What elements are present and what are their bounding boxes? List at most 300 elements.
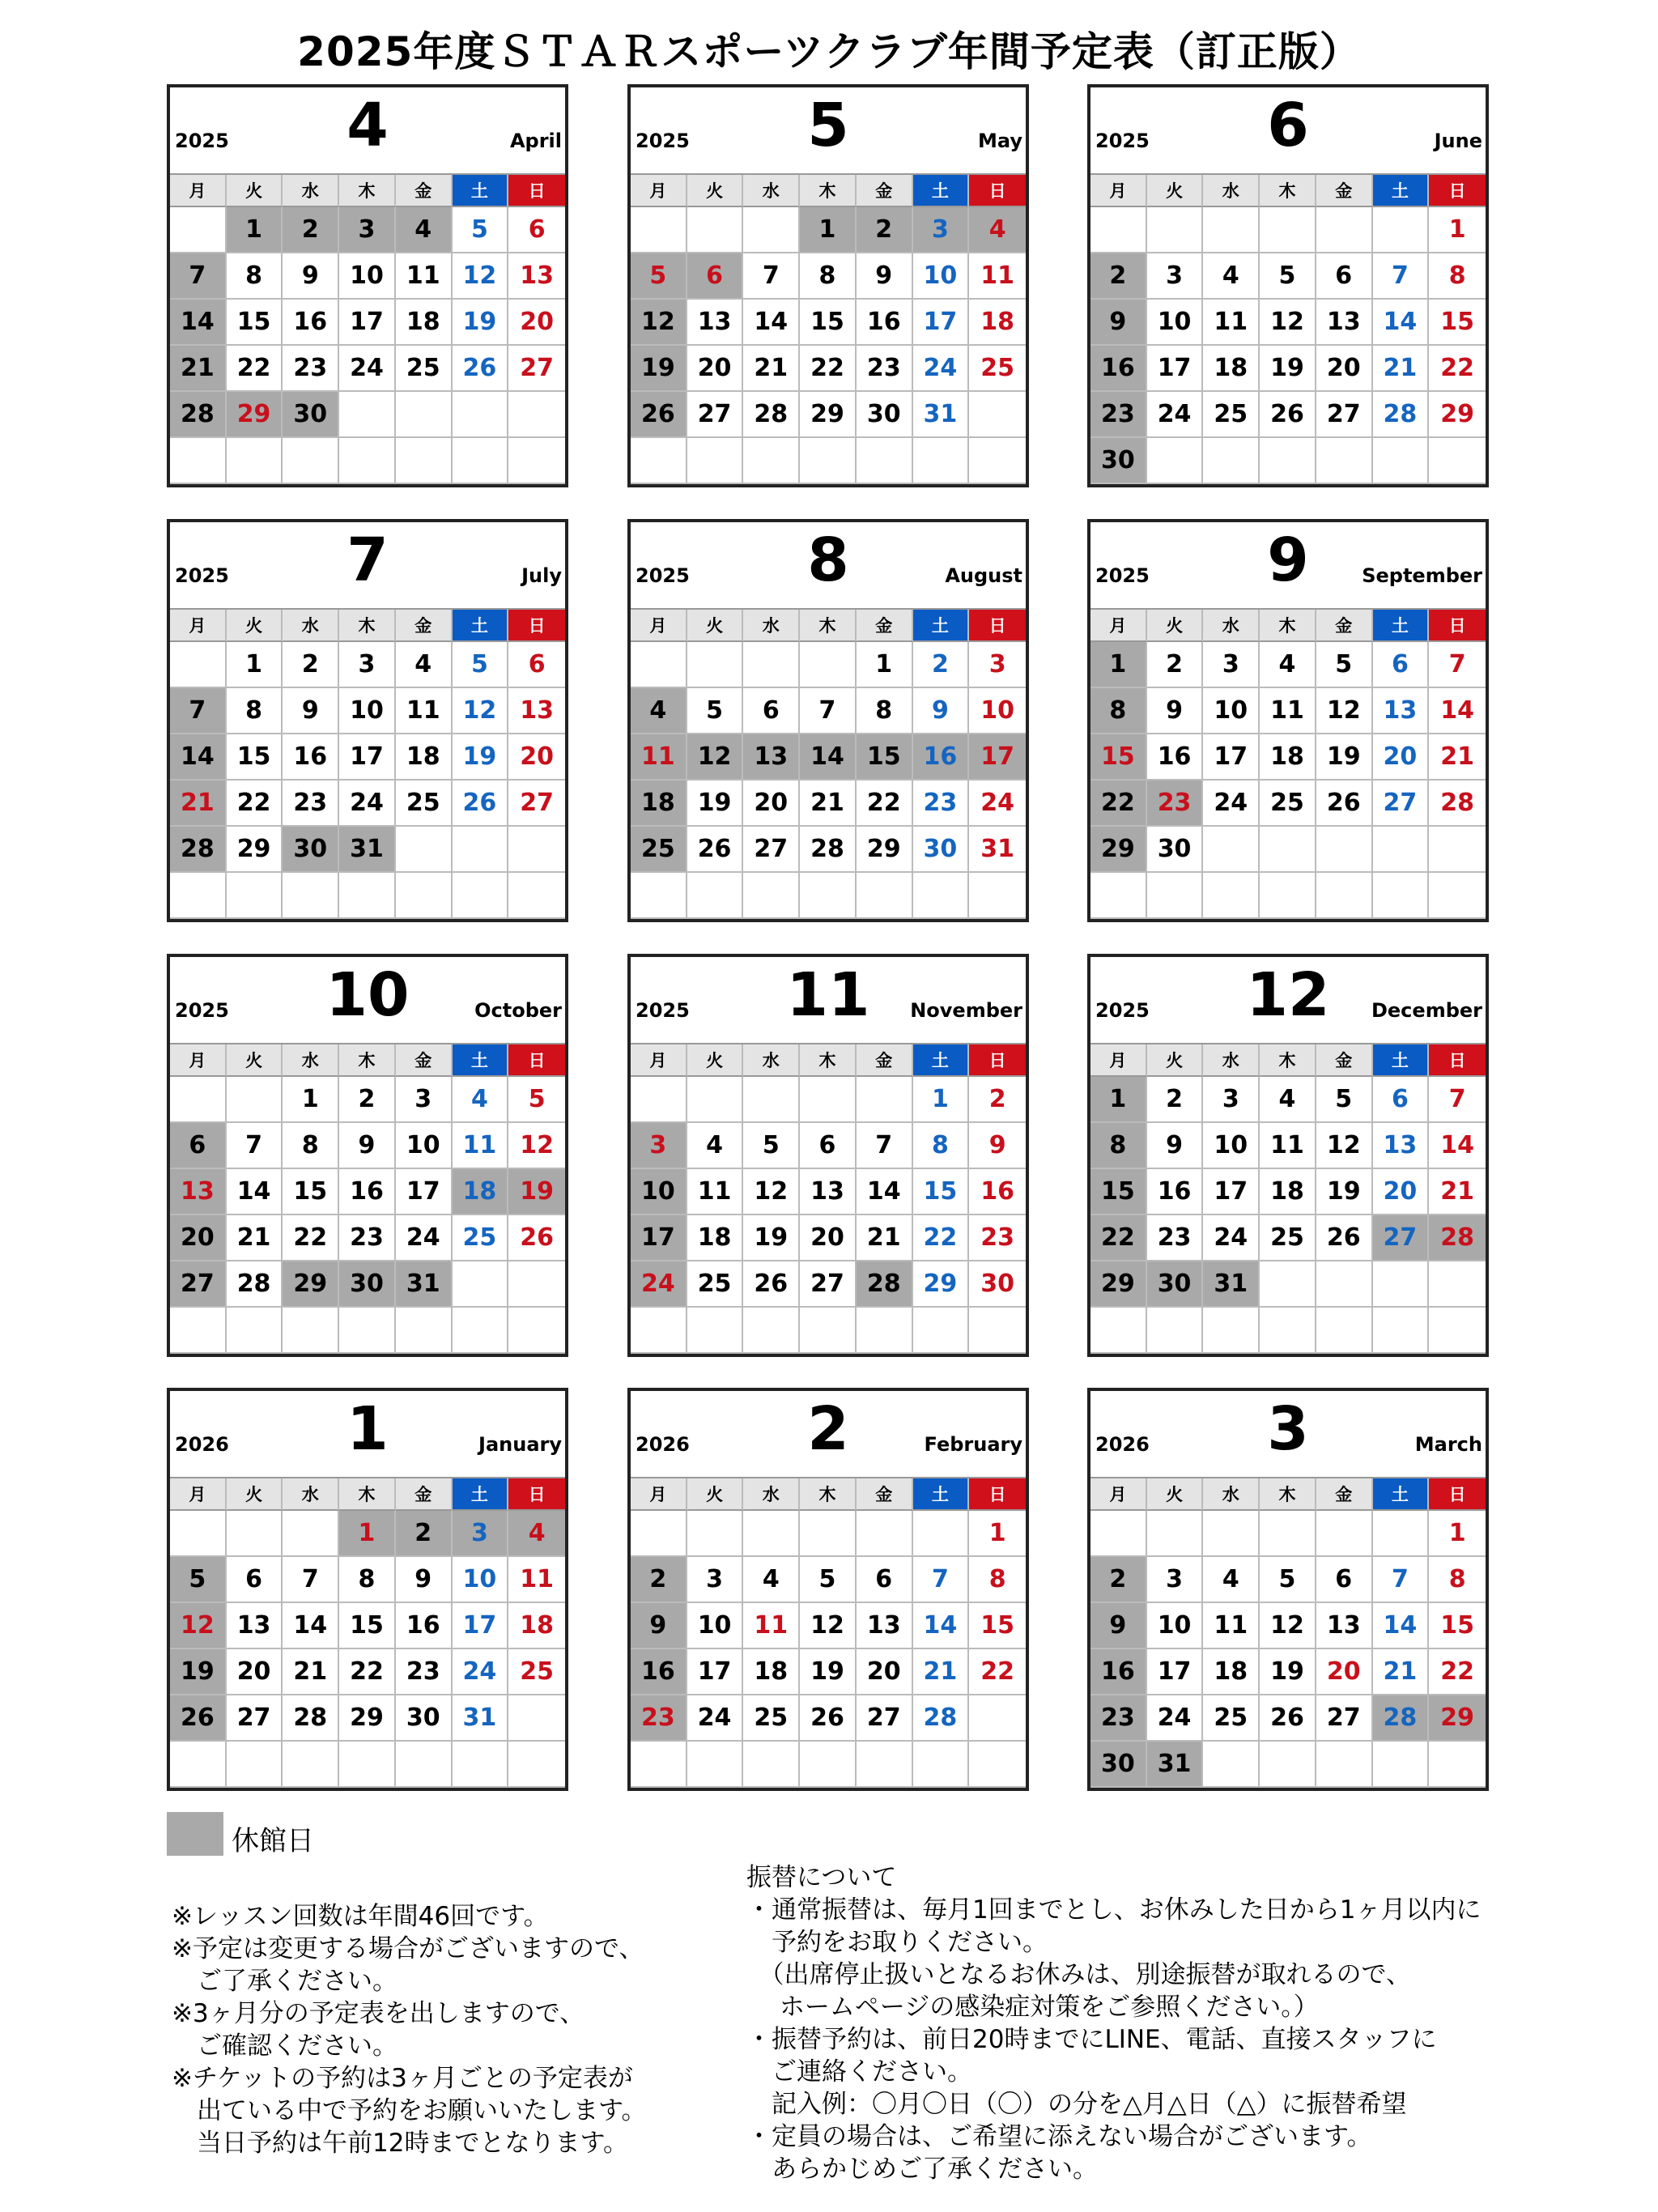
- day-cell: 18: [969, 300, 1026, 346]
- weekday-header: 木: [1260, 1044, 1316, 1077]
- day-cell: 12: [453, 253, 509, 300]
- weekday-header: 金: [857, 1478, 913, 1511]
- day-cell-closed: 15: [1090, 734, 1147, 781]
- month-april: [167, 84, 568, 487]
- weekday-header: 火: [227, 1478, 283, 1511]
- day-cell: 19: [453, 734, 509, 781]
- day-cell-closed: 22: [1090, 1215, 1147, 1261]
- day-cell-closed: 15: [1090, 1169, 1147, 1215]
- month-january: [167, 1388, 568, 1791]
- day-cell: 16: [339, 1169, 396, 1215]
- month-number: 8: [807, 525, 849, 595]
- month-header: [170, 522, 565, 608]
- day-cell: 5: [743, 1123, 800, 1169]
- day-cell: 15: [339, 1603, 396, 1649]
- day-cell: 26: [687, 827, 744, 873]
- day-cell-closed: 19: [508, 1169, 565, 1215]
- day-cell-closed: 2: [631, 1557, 687, 1603]
- day-cell: 23: [283, 346, 339, 392]
- day-cell: 19: [453, 300, 509, 346]
- day-cell-closed: 28: [170, 392, 227, 438]
- empty-cell: [687, 873, 744, 919]
- day-cell-closed: 4: [631, 688, 687, 734]
- empty-cell: [339, 1308, 396, 1354]
- empty-cell: [1316, 873, 1373, 919]
- empty-cell: [743, 1308, 800, 1354]
- empty-cell: [687, 1077, 744, 1123]
- empty-cell: [1260, 827, 1316, 873]
- day-cell: 21: [227, 1215, 283, 1261]
- day-cell: 11: [969, 253, 1026, 300]
- weekday-header: 金: [396, 1044, 453, 1077]
- month-grid: [170, 608, 565, 919]
- day-cell: 19: [800, 1649, 857, 1695]
- day-cell-closed: 30: [339, 1261, 396, 1308]
- day-cell: 30: [857, 392, 913, 438]
- empty-cell: [969, 392, 1026, 438]
- day-cell: 12: [1316, 1123, 1373, 1169]
- note-line: ご了承ください。: [172, 1967, 397, 1996]
- weekday-header: 土: [1373, 175, 1430, 207]
- day-cell-closed: 16: [1090, 346, 1147, 392]
- day-cell: 14: [227, 1169, 283, 1215]
- day-cell: 22: [283, 1215, 339, 1261]
- day-cell: 9: [339, 1123, 396, 1169]
- day-cell: 26: [1260, 1695, 1316, 1742]
- empty-cell: [1316, 1261, 1373, 1308]
- note-line: 記入例：〇月〇日（〇）の分を△月△日（△）に振替希望: [746, 2090, 1407, 2119]
- month-year: 2025: [1095, 564, 1150, 587]
- empty-cell: [508, 392, 565, 438]
- empty-cell: [1203, 207, 1260, 253]
- day-cell-closed: 30: [283, 392, 339, 438]
- day-cell-closed: 4: [508, 1511, 565, 1557]
- empty-cell: [396, 873, 453, 919]
- day-cell: 26: [1316, 781, 1373, 827]
- day-cell-closed: 15: [857, 734, 913, 781]
- empty-cell: [1203, 1308, 1260, 1354]
- day-cell: 28: [913, 1695, 970, 1742]
- day-cell-closed: 28: [857, 1261, 913, 1308]
- day-cell: 15: [227, 734, 283, 781]
- day-cell: 6: [1316, 1557, 1373, 1603]
- day-cell: 21: [1429, 1169, 1486, 1215]
- day-cell: 13: [508, 688, 565, 734]
- empty-cell: [969, 873, 1026, 919]
- empty-cell: [396, 1742, 453, 1788]
- day-cell: 11: [396, 253, 453, 300]
- day-cell: 3: [396, 1077, 453, 1123]
- empty-cell: [969, 1695, 1026, 1742]
- day-cell: 24: [1147, 392, 1204, 438]
- empty-cell: [1260, 1261, 1316, 1308]
- day-cell: 23: [1147, 1215, 1204, 1261]
- day-cell-closed: 24: [631, 1261, 687, 1308]
- day-cell: 21: [1429, 734, 1486, 781]
- day-cell: 16: [283, 300, 339, 346]
- day-cell: 29: [227, 827, 283, 873]
- day-cell: 25: [743, 1695, 800, 1742]
- weekday-header: 土: [1373, 1044, 1430, 1077]
- day-cell-closed: 29: [283, 1261, 339, 1308]
- note-line: ※予定は変更する場合がございますので、: [172, 1934, 644, 1963]
- day-cell-closed: 23: [631, 1695, 687, 1742]
- empty-cell: [1203, 1511, 1260, 1557]
- day-cell: 9: [857, 253, 913, 300]
- day-cell: 10: [1203, 688, 1260, 734]
- day-cell: 1: [283, 1077, 339, 1123]
- day-cell: 20: [800, 1215, 857, 1261]
- month-year: 2025: [175, 130, 229, 152]
- weekday-header: 日: [508, 1478, 565, 1511]
- day-cell: 1: [1429, 1511, 1486, 1557]
- weekday-header: 土: [913, 1478, 970, 1511]
- empty-cell: [170, 873, 227, 919]
- empty-cell: [283, 873, 339, 919]
- day-cell: 23: [969, 1215, 1026, 1261]
- empty-cell: [1147, 438, 1204, 484]
- day-cell: 29: [1429, 392, 1486, 438]
- weekday-header: 金: [1316, 1478, 1373, 1511]
- weekday-header: 金: [396, 610, 453, 642]
- empty-cell: [857, 1742, 913, 1788]
- month-header: [170, 1391, 565, 1477]
- day-cell: 31: [913, 392, 970, 438]
- empty-cell: [631, 438, 687, 484]
- day-cell: 26: [800, 1695, 857, 1742]
- empty-cell: [1316, 1511, 1373, 1557]
- weekday-header: 火: [1147, 1478, 1204, 1511]
- empty-cell: [508, 1742, 565, 1788]
- month-name: May: [978, 130, 1022, 152]
- month-grid: [170, 173, 565, 484]
- empty-cell: [1260, 1511, 1316, 1557]
- day-cell-closed: 1: [1090, 1077, 1147, 1123]
- day-cell: 5: [1316, 1077, 1373, 1123]
- day-cell-closed: 2: [283, 207, 339, 253]
- empty-cell: [1429, 1742, 1486, 1788]
- day-cell: 20: [227, 1649, 283, 1695]
- day-cell: 10: [339, 688, 396, 734]
- empty-cell: [283, 1742, 339, 1788]
- day-cell-closed: 22: [1090, 781, 1147, 827]
- day-cell-closed: 13: [170, 1169, 227, 1215]
- month-year: 2026: [636, 1433, 690, 1456]
- day-cell: 17: [1147, 346, 1204, 392]
- month-year: 2025: [1095, 999, 1150, 1022]
- day-cell: 18: [743, 1649, 800, 1695]
- empty-cell: [800, 438, 857, 484]
- month-year: 2025: [636, 564, 690, 587]
- weekday-header: 水: [743, 610, 800, 642]
- month-number: 12: [1246, 960, 1330, 1030]
- day-cell: 7: [743, 253, 800, 300]
- weekday-header: 金: [1316, 1044, 1373, 1077]
- weekday-header: 木: [800, 1478, 857, 1511]
- empty-cell: [1429, 1308, 1486, 1354]
- day-cell: 10: [913, 253, 970, 300]
- day-cell: 12: [508, 1123, 565, 1169]
- month-number: 5: [807, 91, 849, 160]
- day-cell: 6: [508, 207, 565, 253]
- month-number: 2: [807, 1394, 849, 1464]
- empty-cell: [913, 873, 970, 919]
- empty-cell: [1203, 873, 1260, 919]
- day-cell: 8: [913, 1123, 970, 1169]
- empty-cell: [631, 642, 687, 688]
- day-cell: 14: [1373, 300, 1430, 346]
- note-line: ご連絡ください。: [746, 2057, 972, 2087]
- empty-cell: [283, 1511, 339, 1557]
- day-cell: 29: [800, 392, 857, 438]
- weekday-header: 土: [1373, 1478, 1430, 1511]
- weekday-header: 水: [283, 175, 339, 207]
- day-cell-closed: 1: [1090, 642, 1147, 688]
- empty-cell: [800, 1511, 857, 1557]
- month-february: [627, 1388, 1029, 1791]
- day-cell: 3: [969, 642, 1026, 688]
- month-december: [1087, 954, 1489, 1357]
- day-cell-closed: 3: [453, 1511, 509, 1557]
- empty-cell: [1373, 1511, 1430, 1557]
- day-cell: 28: [1429, 781, 1486, 827]
- day-cell: 2: [283, 642, 339, 688]
- weekday-header: 水: [743, 1044, 800, 1077]
- day-cell: 17: [1203, 734, 1260, 781]
- day-cell: 10: [453, 1557, 509, 1603]
- day-cell: 7: [1373, 1557, 1430, 1603]
- day-cell: 19: [743, 1215, 800, 1261]
- empty-cell: [631, 1511, 687, 1557]
- day-cell: 13: [1373, 1123, 1430, 1169]
- weekday-header: 日: [1429, 175, 1486, 207]
- empty-cell: [687, 438, 744, 484]
- day-cell-closed: 21: [170, 346, 227, 392]
- day-cell: 19: [687, 781, 744, 827]
- empty-cell: [170, 642, 227, 688]
- weekday-header: 土: [453, 610, 509, 642]
- day-cell: 6: [857, 1557, 913, 1603]
- empty-cell: [227, 873, 283, 919]
- day-cell: 24: [339, 781, 396, 827]
- day-cell-closed: 4: [969, 207, 1026, 253]
- month-name: November: [910, 999, 1022, 1022]
- weekday-header: 火: [687, 1044, 744, 1077]
- weekday-header: 月: [631, 1044, 687, 1077]
- day-cell: 6: [1373, 1077, 1430, 1123]
- day-cell-closed: 13: [743, 734, 800, 781]
- day-cell: 28: [227, 1261, 283, 1308]
- empty-cell: [170, 1742, 227, 1788]
- empty-cell: [1316, 827, 1373, 873]
- day-cell: 16: [1147, 1169, 1204, 1215]
- day-cell: 4: [687, 1123, 744, 1169]
- day-cell: 20: [1373, 1169, 1430, 1215]
- month-october: [167, 954, 568, 1357]
- weekday-header: 日: [969, 610, 1026, 642]
- weekday-header: 木: [800, 1044, 857, 1077]
- month-year: 2025: [636, 999, 690, 1022]
- empty-cell: [1373, 1308, 1430, 1354]
- month-september: [1087, 519, 1489, 922]
- weekday-header: 金: [857, 175, 913, 207]
- day-cell: 11: [453, 1123, 509, 1169]
- empty-cell: [170, 438, 227, 484]
- empty-cell: [508, 1695, 565, 1742]
- day-cell: 27: [227, 1695, 283, 1742]
- day-cell: 4: [1203, 1557, 1260, 1603]
- empty-cell: [687, 1742, 744, 1788]
- month-june: [1087, 84, 1489, 487]
- day-cell: 21: [913, 1649, 970, 1695]
- day-cell: 18: [396, 300, 453, 346]
- day-cell: 7: [1429, 1077, 1486, 1123]
- weekday-header: 木: [800, 175, 857, 207]
- day-cell: 3: [1203, 1077, 1260, 1123]
- day-cell: 26: [453, 346, 509, 392]
- day-cell: 16: [1147, 734, 1204, 781]
- empty-cell: [687, 1511, 744, 1557]
- weekday-header: 木: [1260, 175, 1316, 207]
- day-cell-closed: 16: [913, 734, 970, 781]
- day-cell: 18: [396, 734, 453, 781]
- day-cell: 19: [1316, 1169, 1373, 1215]
- weekday-header: 火: [687, 1478, 744, 1511]
- day-cell: 6: [508, 642, 565, 688]
- weekday-header: 土: [913, 610, 970, 642]
- day-cell: 8: [227, 253, 283, 300]
- empty-cell: [1373, 207, 1430, 253]
- day-cell-closed: 3: [339, 207, 396, 253]
- day-cell: 3: [339, 642, 396, 688]
- day-cell: 10: [396, 1123, 453, 1169]
- month-grid: [1090, 173, 1486, 484]
- empty-cell: [743, 1511, 800, 1557]
- day-cell-closed: 1: [227, 207, 283, 253]
- day-cell-closed: 9: [631, 1603, 687, 1649]
- empty-cell: [800, 1742, 857, 1788]
- month-year: 2025: [1095, 130, 1150, 152]
- month-grid: [631, 1043, 1026, 1354]
- empty-cell: [969, 1308, 1026, 1354]
- empty-cell: [227, 1077, 283, 1123]
- day-cell: 22: [339, 1649, 396, 1695]
- day-cell: 5: [453, 207, 509, 253]
- empty-cell: [857, 438, 913, 484]
- weekday-header: 土: [1373, 610, 1430, 642]
- empty-cell: [1147, 1308, 1204, 1354]
- day-cell-closed: 27: [1373, 1215, 1430, 1261]
- day-cell: 23: [913, 781, 970, 827]
- weekday-header: 土: [453, 1478, 509, 1511]
- day-cell-closed: 14: [170, 734, 227, 781]
- day-cell-closed: 30: [1090, 438, 1147, 484]
- day-cell: 10: [969, 688, 1026, 734]
- empty-cell: [396, 392, 453, 438]
- day-cell: 5: [800, 1557, 857, 1603]
- empty-cell: [1373, 873, 1430, 919]
- day-cell-closed: 14: [170, 300, 227, 346]
- day-cell: 11: [1203, 300, 1260, 346]
- day-cell-closed: 11: [631, 734, 687, 781]
- empty-cell: [743, 207, 800, 253]
- empty-cell: [913, 1308, 970, 1354]
- note-line: （出席停止扱いとなるお休みは、別途振替が取れるので、: [746, 1960, 1411, 1989]
- day-cell: 6: [743, 688, 800, 734]
- day-cell-closed: 5: [631, 253, 687, 300]
- day-cell: 23: [857, 346, 913, 392]
- note-line: ・振替予約は、前日20時までにLINE、電話、直接スタッフに: [746, 2025, 1437, 2054]
- day-cell: 26: [743, 1261, 800, 1308]
- day-cell: 11: [687, 1169, 744, 1215]
- weekday-header: 日: [1429, 1044, 1486, 1077]
- day-cell: 6: [800, 1123, 857, 1169]
- empty-cell: [453, 1742, 509, 1788]
- month-name: July: [521, 564, 562, 587]
- month-name: October: [474, 999, 562, 1022]
- empty-cell: [687, 1308, 744, 1354]
- day-cell: 26: [1260, 392, 1316, 438]
- month-may: [627, 84, 1029, 487]
- empty-cell: [913, 438, 970, 484]
- empty-cell: [631, 1742, 687, 1788]
- empty-cell: [1090, 207, 1147, 253]
- empty-cell: [396, 827, 453, 873]
- month-july: [167, 519, 568, 922]
- weekday-header: 火: [687, 610, 744, 642]
- day-cell: 7: [1373, 253, 1430, 300]
- empty-cell: [1203, 1742, 1260, 1788]
- empty-cell: [857, 1077, 913, 1123]
- month-number: 1: [346, 1394, 389, 1464]
- day-cell-closed: 14: [800, 734, 857, 781]
- day-cell: 18: [508, 1603, 565, 1649]
- day-cell: 30: [1147, 827, 1204, 873]
- day-cell: 14: [743, 300, 800, 346]
- day-cell: 20: [1373, 734, 1430, 781]
- month-header: [170, 87, 565, 173]
- day-cell: 10: [687, 1603, 744, 1649]
- empty-cell: [1147, 873, 1204, 919]
- empty-cell: [227, 1742, 283, 1788]
- empty-cell: [1373, 1742, 1430, 1788]
- day-cell: 30: [913, 827, 970, 873]
- empty-cell: [1090, 1511, 1147, 1557]
- day-cell: 22: [227, 346, 283, 392]
- day-cell: 17: [1147, 1649, 1204, 1695]
- empty-cell: [857, 1308, 913, 1354]
- month-grid: [170, 1477, 565, 1788]
- day-cell: 7: [283, 1557, 339, 1603]
- day-cell: 29: [339, 1695, 396, 1742]
- empty-cell: [1373, 1261, 1430, 1308]
- month-number: 7: [346, 525, 389, 595]
- day-cell: 24: [1203, 781, 1260, 827]
- empty-cell: [1316, 1308, 1373, 1354]
- month-header: [631, 1391, 1026, 1477]
- month-header: [631, 522, 1026, 608]
- day-cell: 26: [453, 781, 509, 827]
- day-cell-closed: 29: [1429, 1695, 1486, 1742]
- month-name: September: [1362, 564, 1482, 587]
- day-cell-closed: 10: [631, 1169, 687, 1215]
- empty-cell: [1147, 207, 1204, 253]
- weekday-header: 金: [396, 175, 453, 207]
- day-cell-closed: 23: [1147, 781, 1204, 827]
- day-cell-closed: 30: [1147, 1261, 1204, 1308]
- day-cell-closed: 17: [969, 734, 1026, 781]
- day-cell-closed: 12: [170, 1603, 227, 1649]
